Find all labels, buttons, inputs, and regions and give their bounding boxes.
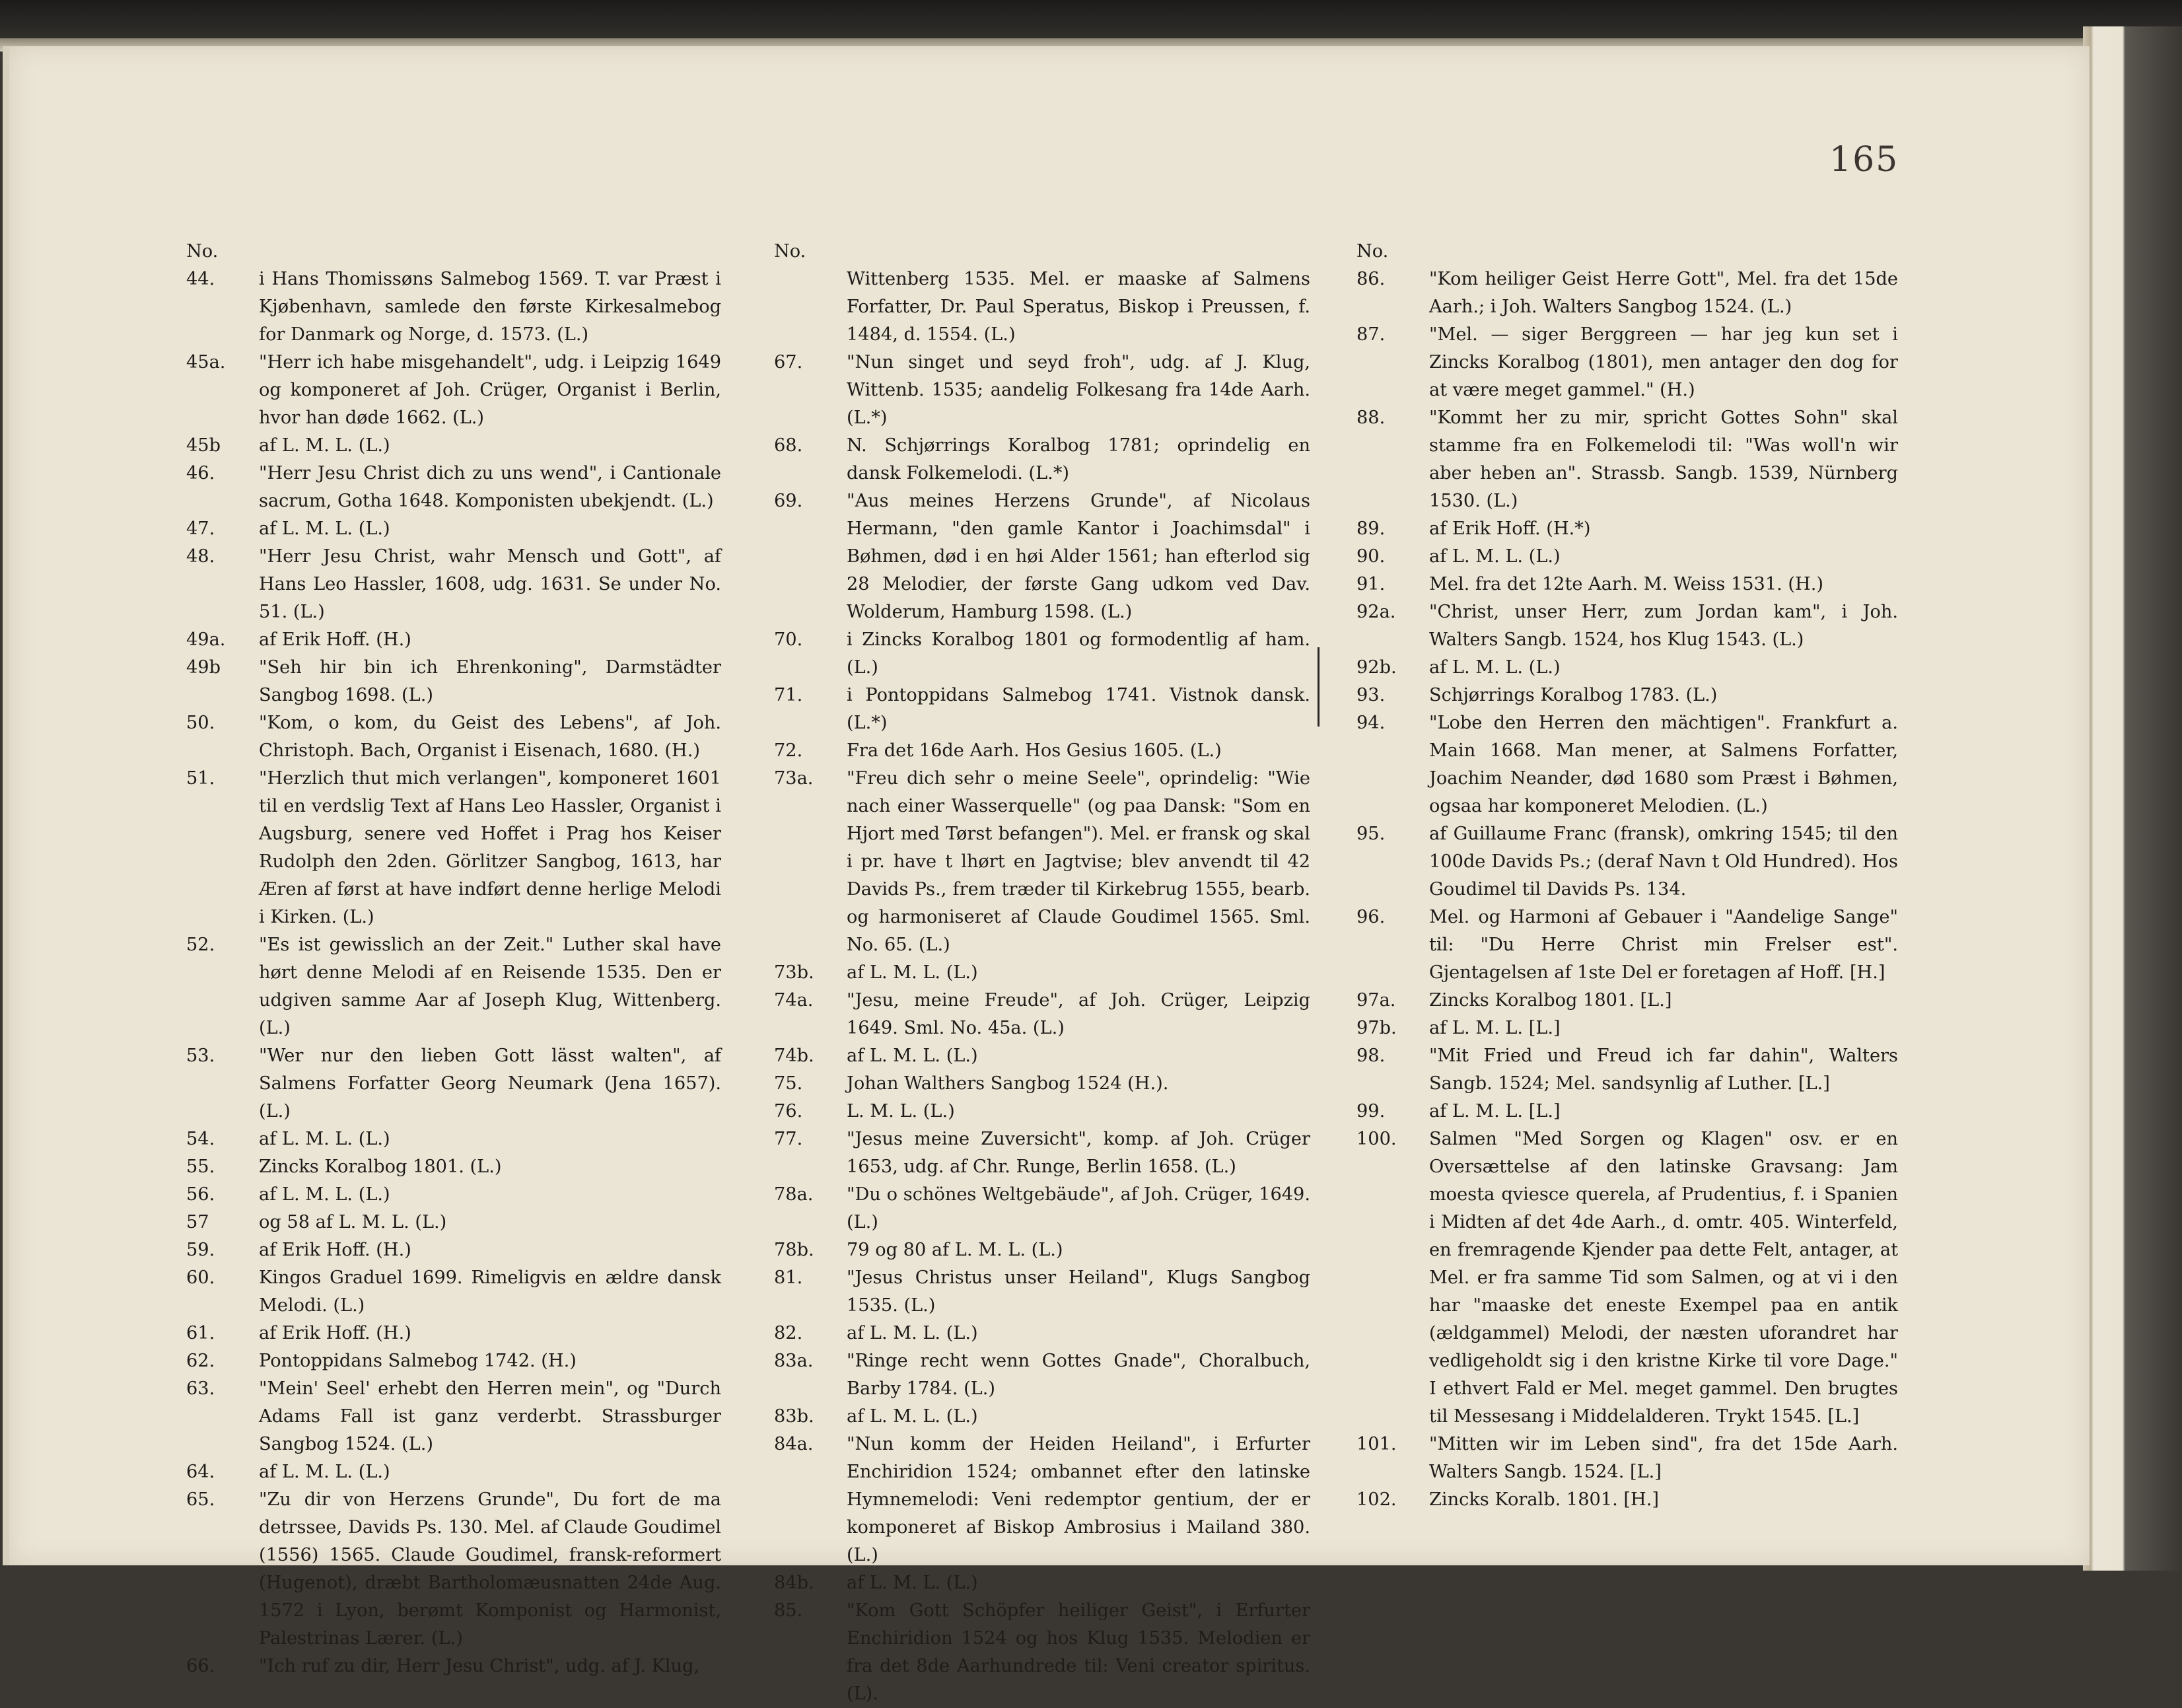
hymn-entry xyxy=(1356,543,1898,571)
entry-number: 91. xyxy=(1356,574,1386,594)
entry-text: Kingos Graduel 1699. Rimeligvis en ældre dansk Melodi. (L.) xyxy=(259,1267,721,1316)
entry-number: 50. xyxy=(186,713,215,733)
entry-number: 73a. xyxy=(774,768,814,789)
entry-text: af L. M. L. (L.) xyxy=(847,1046,978,1066)
hymn-entry xyxy=(1356,1042,1898,1098)
entry-text: "Kom, o kom, du Geist des Lebens", af Joh. Christoph. Bach, Organist i Eisenach, 1680. (H.) xyxy=(259,713,721,761)
entry-number: 78a. xyxy=(774,1184,814,1205)
entry-number: 49b xyxy=(186,657,221,678)
hymn-entry xyxy=(774,432,1310,487)
entry-number: 85. xyxy=(774,1600,803,1621)
entry-text: af Guillaume Franc (fransk), omkring 1545; til den 100de Davids Ps.; (deraf Navn t Old Hundred). Hos Goudimel til Davids Ps. 134. xyxy=(1429,824,1898,900)
entry-number: 70. xyxy=(774,629,803,650)
hymn-entry xyxy=(774,1042,1310,1070)
hymn-entry xyxy=(774,1347,1310,1403)
hymn-entry xyxy=(774,626,1310,682)
entry-number: 98. xyxy=(1356,1046,1386,1066)
hymn-entry xyxy=(774,959,1310,987)
entry-text: "Mel. — siger Berggreen — har jeg kun set i Zincks Koralbog (1801), men antager den dog for at være meget gammel." (H.) xyxy=(1429,324,1898,400)
entry-number: 81. xyxy=(774,1267,803,1288)
hymn-entry xyxy=(186,1042,721,1125)
entry-text: af L. M. L. (L.) xyxy=(847,1323,978,1343)
hymn-entry xyxy=(186,709,721,765)
hymn-entry xyxy=(774,349,1310,432)
entry-number: 47. xyxy=(186,518,215,539)
hymn-entry xyxy=(186,931,721,1042)
hymn-entry xyxy=(186,654,721,709)
entry-text: "Jesus Christus unser Heiland", Klugs Sangbog 1535. (L.) xyxy=(847,1267,1310,1316)
entry-text: af L. M. L. (L.) xyxy=(259,1462,390,1482)
entry-list xyxy=(186,266,721,1680)
hymn-entry xyxy=(186,1653,721,1680)
entry-number: 82. xyxy=(774,1323,803,1343)
entry-text: af L. M. L. (L.) xyxy=(847,1406,978,1427)
entry-number: 97a. xyxy=(1356,990,1396,1011)
hymn-entry xyxy=(186,1320,721,1347)
column-header: No. xyxy=(186,241,219,262)
entry-text: "Wer nur den lieben Gott lässt walten", af Salmens Forfatter Georg Neumark (Jena 1657). (L.) xyxy=(259,1046,721,1121)
hymn-entry xyxy=(186,1347,721,1375)
hymn-entry xyxy=(186,543,721,626)
entry-number: 100. xyxy=(1356,1129,1397,1149)
entry-number: 71. xyxy=(774,685,803,705)
entry-text: "Kommt her zu mir, spricht Gottes Sohn" skal stamme fra en Folkemelodi til: "Was woll'n wir aber heben an". Strassb. Sangb. 1539, Nürnberg 1530. (L.) xyxy=(1429,408,1898,511)
entry-text: "Zu dir von Herzens Grunde", Du fort de ma detrssee, Davids Ps. 130. Mel. af Claude Goudimel (1556) 1565. Claude Goudimel, fransk-reformert (Hugenot), dræbt Bartholomæusnatten 24de Aug. 1572 i Lyon, berømt Komponist og Harmonist, Palestrinas Lærer. (L.) xyxy=(259,1489,721,1649)
entry-number: 84a. xyxy=(774,1434,814,1454)
hymn-entry xyxy=(774,1431,1310,1569)
hymn-entry xyxy=(774,1181,1310,1236)
entry-number: 76. xyxy=(774,1101,803,1121)
hymn-entry xyxy=(186,1486,721,1653)
hymn-entry xyxy=(186,349,721,432)
hymn-entry xyxy=(186,1458,721,1486)
hymn-entry xyxy=(774,1125,1310,1181)
entry-number: 53. xyxy=(186,1046,215,1066)
entry-text: "Herr Jesu Christ, wahr Mensch und Gott", af Hans Leo Hassler, 1608, udg. 1631. Se under No. 51. (L.) xyxy=(259,546,721,622)
entry-number: 69. xyxy=(774,491,803,511)
hymn-entry xyxy=(1356,598,1898,654)
entry-number: 56. xyxy=(186,1184,215,1205)
hymn-entry xyxy=(1356,1431,1898,1486)
entry-number: 44. xyxy=(186,269,215,289)
hymn-entry xyxy=(186,460,721,515)
entry-text: i Hans Thomissøns Salmebog 1569. T. var Præst i Kjøbenhavn, samlede den første Kirkesalmebog for Danmark og Norge, d. 1573. (L.) xyxy=(259,269,721,345)
entry-text: Zincks Koralbog 1801. [L.] xyxy=(1429,990,1672,1011)
entry-text: "Du o schönes Weltgebäude", af Joh. Crüger, 1649. (L.) xyxy=(847,1184,1310,1232)
entry-number: 57 xyxy=(186,1212,209,1232)
entry-number: 84b. xyxy=(774,1573,814,1593)
entry-text: af L. M. L. (L.) xyxy=(847,1573,978,1593)
entry-number: 96. xyxy=(1356,907,1386,927)
entry-text: af L. M. L. (L.) xyxy=(259,518,390,539)
entry-text: af Erik Hoff. (H.) xyxy=(259,1323,411,1343)
entry-number: 75. xyxy=(774,1073,803,1094)
hymn-entry xyxy=(1356,904,1898,987)
entry-text: "Ringe recht wenn Gottes Gnade", Choralbuch, Barby 1784. (L.) xyxy=(847,1351,1310,1399)
entry-number: 67. xyxy=(774,352,803,373)
entry-number: 64. xyxy=(186,1462,215,1482)
entry-number: 60. xyxy=(186,1267,215,1288)
entry-text: "Nun singet und seyd froh", udg. af J. Klug, Wittenb. 1535; aandelig Folkesang fra 14de Aarh. (L.*) xyxy=(847,352,1310,428)
entry-text: af L. M. L. [L.] xyxy=(1429,1018,1561,1038)
entry-number: 46. xyxy=(186,463,215,483)
entry-text: Mel. og Harmoni af Gebauer i "Aandelige Sange" til: "Du Herre Christ min Frelser est". Gjentagelsen af 1ste Del er foretagen af Hoff. [H.] xyxy=(1429,907,1898,983)
entry-number: 88. xyxy=(1356,408,1386,428)
hymn-entry xyxy=(1356,571,1898,598)
entry-number: 102. xyxy=(1356,1489,1397,1510)
entry-number: 92b. xyxy=(1356,657,1397,678)
entry-number: 87. xyxy=(1356,324,1386,345)
hymn-entry xyxy=(774,1098,1310,1125)
entry-number: 51. xyxy=(186,768,215,789)
hymn-entry xyxy=(1356,321,1898,404)
hymn-entry xyxy=(1356,987,1898,1014)
hymn-entry xyxy=(774,1320,1310,1347)
entry-text: "Jesus meine Zuversicht", komp. af Joh. Crüger 1653, udg. af Chr. Runge, Berlin 1658. (L.) xyxy=(847,1129,1310,1177)
entry-number: 83a. xyxy=(774,1351,814,1371)
entry-number: 78b. xyxy=(774,1240,814,1260)
entry-number: 89. xyxy=(1356,518,1386,539)
entry-text: N. Schjørrings Koralbog 1781; oprindelig en dansk Folkemelodi. (L.*) xyxy=(847,435,1310,483)
entry-text: af Erik Hoff. (H.) xyxy=(259,1240,411,1260)
entry-number: 59. xyxy=(186,1240,215,1260)
entry-text: af L. M. L. (L.) xyxy=(259,435,390,456)
entry-text: Fra det 16de Aarh. Hos Gesius 1605. (L.) xyxy=(847,740,1222,761)
hymn-entry xyxy=(1356,1098,1898,1125)
entry-text: "Jesu, meine Freude", af Joh. Crüger, Leipzig 1649. Sml. No. 45a. (L.) xyxy=(847,990,1310,1038)
hymn-entry xyxy=(186,765,721,931)
entry-text: "Mit Fried und Freud ich far dahin", Walters Sangb. 1524; Mel. sandsynlig af Luther. [L.] xyxy=(1429,1046,1898,1094)
entry-number: 72. xyxy=(774,740,803,761)
hymn-entry xyxy=(774,987,1310,1042)
hymn-entry xyxy=(186,432,721,460)
hymn-entry xyxy=(186,1209,721,1236)
entry-text: Zincks Koralb. 1801. [H.] xyxy=(1429,1489,1659,1510)
column-3 xyxy=(1356,238,1898,1514)
hymn-entry xyxy=(774,682,1310,737)
entry-number: 77. xyxy=(774,1129,803,1149)
entry-number: 101. xyxy=(1356,1434,1397,1454)
hymn-entry xyxy=(186,1236,721,1264)
column-header: No. xyxy=(774,241,806,262)
entry-text: i Zincks Koralbog 1801 og formodentlig af ham. (L.) xyxy=(847,629,1310,678)
hymn-entry xyxy=(774,1597,1310,1708)
entry-text: "Nun komm der Heiden Heiland", i Erfurter Enchiridion 1524; ombannet efter den latinske Hymnemelodi: Veni redemptor gentium, der er komponeret af Biskop Ambrosius i Mailand 380. (L.) xyxy=(847,1434,1310,1565)
entry-number: 48. xyxy=(186,546,215,567)
entry-text: i Pontoppidans Salmebog 1741. Vistnok dansk. (L.*) xyxy=(847,685,1310,733)
entry-text: og 58 af L. M. L. (L.) xyxy=(259,1212,447,1232)
entry-text: 79 og 80 af L. M. L. (L.) xyxy=(847,1240,1063,1260)
entry-text: af L. M. L. (L.) xyxy=(1429,546,1561,567)
hymn-entry xyxy=(186,626,721,654)
entry-number: 45a. xyxy=(186,352,226,373)
hymn-entry xyxy=(1356,820,1898,904)
entry-text: Johan Walthers Sangbog 1524 (H.). xyxy=(847,1073,1169,1094)
entry-text: "Herzlich thut mich verlangen", komponeret 1601 til en verdslig Text af Hans Leo Hassler, Organist i Augsburg, senere ved Hoffet i Prag hos Keiser Rudolph den 2den. Görlitzer Sangbog, 1613, har Æren af først at have indført denne herlige Melodi i Kirken. (L.) xyxy=(259,768,721,927)
entry-number: 94. xyxy=(1356,713,1386,733)
entry-number: 68. xyxy=(774,435,803,456)
entry-number: 92a. xyxy=(1356,602,1396,622)
hymn-entry xyxy=(186,266,721,349)
entry-text: Salmen "Med Sorgen og Klagen" osv. er en Oversættelse af den latinske Gravsang: Jam moesta qviesce querela, af Prudentius, f. i Spanien i Midten af det 4de Aarh., d. omtr. 405. Winterfeld, en fremragende Kjender paa dette Felt, antager, at Mel. er fra samme Tid som Salmen, og at vi i den har "maaske det eneste Exempel paa en antik (ældgammel) Melodi, der næsten uforandret har vedligeholdt sig i den kristne Kirke til vore Dage." I ethvert Fald er Mel. meget gammel. Den brugtes til Messesang i Middelalderen. Trykt 1545. [L.] xyxy=(1429,1129,1898,1427)
entry-text: "Christ, unser Herr, zum Jordan kam", i Joh. Walters Sangb. 1524, hos Klug 1543. (L.) xyxy=(1429,602,1898,650)
entry-number: 62. xyxy=(186,1351,215,1371)
entry-number: 99. xyxy=(1356,1101,1386,1121)
entry-number: 93. xyxy=(1356,685,1386,705)
hymn-entry xyxy=(1356,1486,1898,1514)
entry-number: 97b. xyxy=(1356,1018,1397,1038)
entry-number: 74a. xyxy=(774,990,814,1011)
hymn-entry xyxy=(1356,515,1898,543)
entry-number: 65. xyxy=(186,1489,215,1510)
hymn-entry xyxy=(1356,1125,1898,1431)
hymn-entry xyxy=(774,1070,1310,1098)
hymn-entry xyxy=(774,737,1310,765)
column-2 xyxy=(774,238,1310,1708)
entry-number: 74b. xyxy=(774,1046,814,1066)
entry-text: "Mein' Seel' erhebt den Herren mein", og "Durch Adams Fall ist ganz verderbt. Strassburger Sangbog 1524. (L.) xyxy=(259,1378,721,1454)
hymn-entry xyxy=(774,487,1310,626)
entry-text: Schjørrings Koralbog 1783. (L.) xyxy=(1429,685,1718,705)
entry-text: Zincks Koralbog 1801. (L.) xyxy=(259,1156,502,1177)
hymn-entry xyxy=(774,765,1310,959)
entry-number: 83b. xyxy=(774,1406,814,1427)
entry-text: "Herr ich habe misgehandelt", udg. i Leipzig 1649 og komponeret af Joh. Crüger, Organist i Berlin, hvor han døde 1662. (L.) xyxy=(259,352,721,428)
entry-text: af Erik Hoff. (H.) xyxy=(259,629,411,650)
hymn-entry xyxy=(186,1125,721,1153)
entry-number: 63. xyxy=(186,1378,215,1399)
entry-text: "Seh hir bin ich Ehrenkoning", Darmstädter Sangbog 1698. (L.) xyxy=(259,657,721,705)
page-right-edge xyxy=(2083,26,2182,1571)
entry-text: "Es ist gewisslich an der Zeit." Luther skal have hørt denne Melodi af en Reisende 1535. Den er udgiven samme Aar af Joseph Klug, Wittenberg. (L.) xyxy=(259,935,721,1038)
entry-text: L. M. L. (L.) xyxy=(847,1101,955,1121)
hymn-entry xyxy=(1356,709,1898,820)
entry-text: af L. M. L. [L.] xyxy=(1429,1101,1561,1121)
entry-text: "Mitten wir im Leben sind", fra det 15de Aarh. Walters Sangb. 1524. [L.] xyxy=(1429,1434,1898,1482)
hymn-entry xyxy=(1356,1014,1898,1042)
entry-text: "Herr Jesu Christ dich zu uns wend", i Cantionale sacrum, Gotha 1648. Komponisten ubekjendt. (L.) xyxy=(259,463,721,511)
entry-number: 52. xyxy=(186,935,215,955)
entry-text: "Kom Gott Schöpfer heiliger Geist", i Erfurter Enchiridion 1524 og hos Klug 1535. Melodien er fra det 8de Aarhundrede til: Veni creator spiritus. (L). xyxy=(847,1600,1310,1704)
entry-text: "Freu dich sehr o meine Seele", oprindelig: "Wie nach einer Wasserquelle" (og paa Dansk: "Som en Hjort med Tørst befangen"). Mel. er fransk og skal i pr. have t lhørt en Jagtvise; blev anvendt til 42 Davids Ps., frem træder til Kirkebrug 1555, bearb. og harmoniseret af Claude Goudimel 1565. Sml. No. 65. (L.) xyxy=(847,768,1310,955)
hymn-entry xyxy=(1356,266,1898,321)
entry-text: af L. M. L. (L.) xyxy=(1429,657,1561,678)
column-divider xyxy=(1318,647,1320,727)
hymn-entry xyxy=(774,1403,1310,1431)
entry-number: 90. xyxy=(1356,546,1386,567)
entry-text: Pontoppidans Salmebog 1742. (H.) xyxy=(259,1351,577,1371)
column-1 xyxy=(186,238,721,1680)
entry-text: Wittenberg 1535. Mel. er maaske af Salmens Forfatter, Dr. Paul Speratus, Biskop i Preussen, f. 1484, d. 1554. (L.) xyxy=(847,269,1310,345)
page-number: 165 xyxy=(1829,140,1899,180)
hymn-entry xyxy=(774,1264,1310,1320)
entry-number: 66. xyxy=(186,1656,215,1676)
entry-text: "Aus meines Herzens Grunde", af Nicolaus Hermann, "den gamle Kantor i Joachimsdal" i Bøhmen, død i en høi Alder 1561; han efterlod sig 28 Melodier, der første Gang udkom ved Dav. Wolderum, Hamburg 1598. (L.) xyxy=(847,491,1310,622)
hymn-entry xyxy=(774,266,1310,349)
entry-list xyxy=(1356,266,1898,1514)
entry-number: 61. xyxy=(186,1323,215,1343)
entry-number: 49a. xyxy=(186,629,226,650)
entry-text: af L. M. L. (L.) xyxy=(847,962,978,983)
entry-number: 45b xyxy=(186,435,221,456)
entry-number: 55. xyxy=(186,1156,215,1177)
hymn-entry xyxy=(1356,654,1898,682)
entry-number: 86. xyxy=(1356,269,1386,289)
entry-number: 54. xyxy=(186,1129,215,1149)
hymn-entry xyxy=(186,1181,721,1209)
entry-text: af L. M. L. (L.) xyxy=(259,1184,390,1205)
column-header: No. xyxy=(1356,241,1389,262)
hymn-entry xyxy=(1356,404,1898,515)
hymn-entry xyxy=(186,1153,721,1181)
hymn-entry xyxy=(1356,682,1898,709)
entry-text: "Lobe den Herren den mächtigen". Frankfurt a. Main 1668. Man mener, at Salmens Forfatter, Joachim Neander, død 1680 som Præst i Bøhmen, ogsaa har komponeret Melodien. (L.) xyxy=(1429,713,1898,816)
entry-number: 95. xyxy=(1356,824,1386,844)
entry-text: "Kom heiliger Geist Herre Gott", Mel. fra det 15de Aarh.; i Joh. Walters Sangbog 1524. (L.) xyxy=(1429,269,1898,317)
hymn-entry xyxy=(774,1236,1310,1264)
entry-text: "Ich ruf zu dir, Herr Jesu Christ", udg. af J. Klug, xyxy=(259,1656,700,1676)
entry-text: af Erik Hoff. (H.*) xyxy=(1429,518,1591,539)
entry-text: Mel. fra det 12te Aarh. M. Weiss 1531. (H.) xyxy=(1429,574,1823,594)
hymn-entry xyxy=(186,515,721,543)
hymn-entry xyxy=(186,1375,721,1458)
entry-text: af L. M. L. (L.) xyxy=(259,1129,390,1149)
hymn-entry xyxy=(774,1569,1310,1597)
entry-number: 73b. xyxy=(774,962,814,983)
entry-list xyxy=(774,266,1310,1708)
hymn-entry xyxy=(186,1264,721,1320)
